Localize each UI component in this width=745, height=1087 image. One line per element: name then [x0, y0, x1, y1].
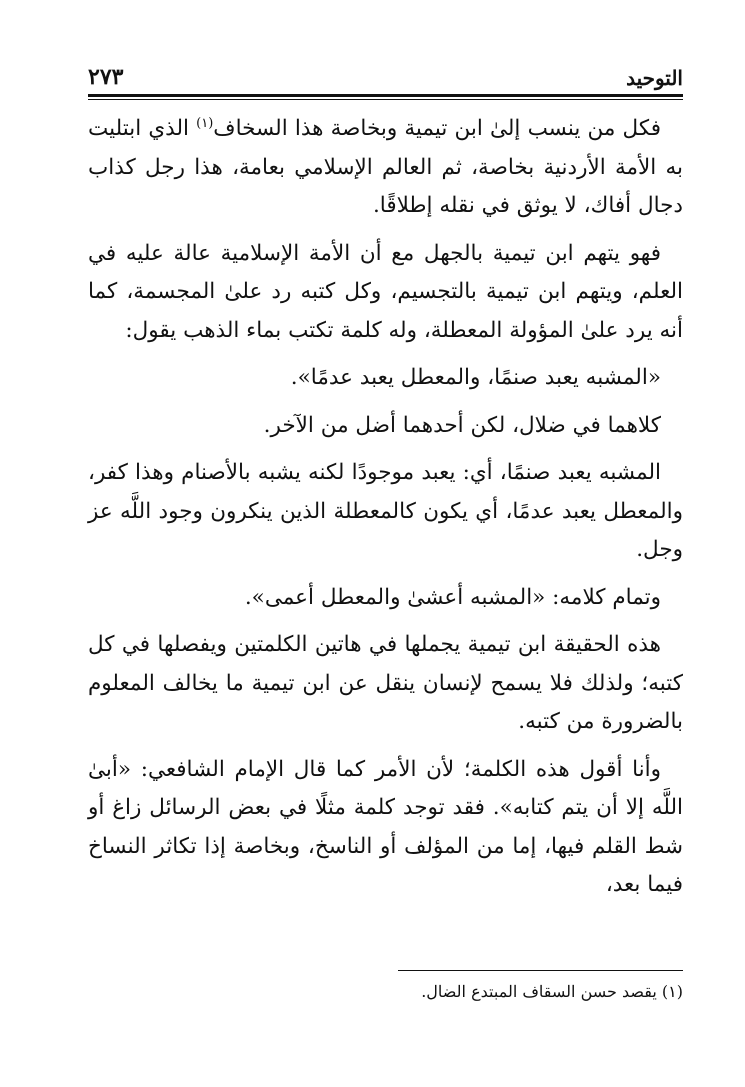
book-page	[88, 52, 683, 1067]
main-text	[88, 110, 683, 905]
footnote: (١) يقصد حسن السقاف المبتدع الضال.	[421, 982, 683, 1001]
header-rule-thick	[88, 94, 683, 97]
paragraph-4: كلاهما في ضلال، لكن أحدهما أضل من الآخر.	[263, 412, 661, 438]
paragraph-6-quote: وتمام كلامه: «المشبه أعشىٰ والمعطل أعمى».	[244, 584, 661, 610]
footnote-marker: (١)	[196, 115, 214, 131]
paragraph-8: وأنا أقول هذه الكلمة؛ لأن الأمر كما قال الإمام الشافعي: «أبىٰ اللَّه إلا أن يتم كتابه». فقد توجد كلمة مثلًا في بعض الرسائل زاغ أو شط القلم فيها، إما من المؤلف أو الناسخ، وبخاصة إذا تكاثر النساخ فيما بعد،	[88, 756, 683, 897]
paragraph-3-quote: «المشبه يعبد صنمًا، والمعطل يعبد عدمًا».	[290, 365, 661, 390]
header-rule-thin	[88, 99, 683, 100]
paragraph-7: هذه الحقيقة ابن تيمية يجملها في هاتين الكلمتين ويفصلها في كل كتبه؛ ولذلك فلا يسمح لإنسان ينقل عن ابن تيمية ما يخالف المعلوم بالضرورة من كتبه.	[88, 632, 683, 734]
page-header	[88, 52, 683, 88]
paragraph-1-text-before: فكل من ينسب إلىٰ ابن تيمية وبخاصة هذا السخاف	[213, 116, 661, 141]
paragraph-5: المشبه يعبد صنمًا، أي: يعبد موجودًا لكنه يشبه بالأصنام وهذا كفر، والمعطل يعبد عدمًا، أي يكون كالمعطلة الذين ينكرون وجود اللَّه عز وجل.	[88, 460, 683, 562]
paragraph-1	[88, 110, 683, 226]
paragraph-2: فهو يتهم ابن تيمية بالجهل مع أن الأمة الإسلامية عالة عليه في العلم، ويتهم ابن تيمية بالتجسيم، وكل كتبه رد علىٰ المجسمة، كما أنه يرد علىٰ المؤولة المعطلة، وله كلمة تكتب بماء الذهب يقول:	[88, 240, 683, 343]
footnote-separator	[398, 970, 683, 971]
paragraph-1-text-after: الذي ابتليت به الأمة الأردنية بخاصة، ثم العالم الإسلامي بعامة، هذا رجل كذاب دجال أفاك، لا يوثق في نقله إطلاقًا.	[88, 116, 683, 218]
running-title: التوحيد	[626, 66, 683, 90]
page-number: ٢٧٣	[88, 64, 124, 90]
